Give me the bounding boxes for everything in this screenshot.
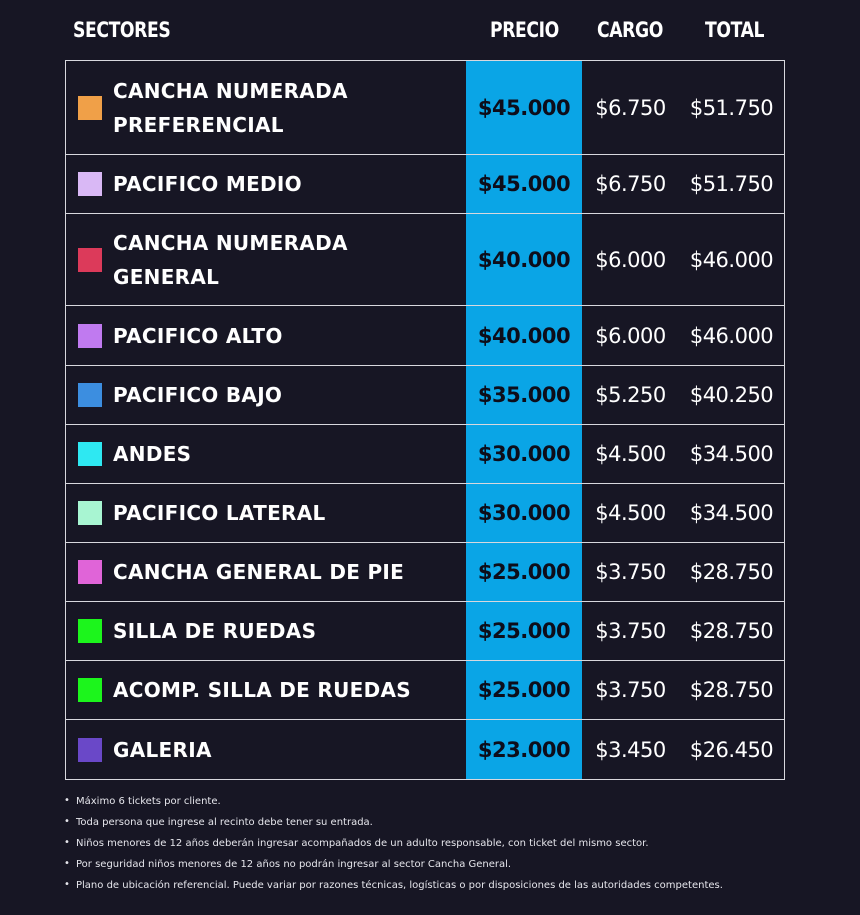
sector-name — [113, 614, 413, 648]
sector-name — [113, 555, 413, 589]
table-row — [66, 484, 784, 543]
sector-name-line1: ACOMP. SILLA DE RUEDAS — [113, 678, 411, 702]
header-precio: PRECIO — [490, 18, 559, 42]
table-row — [66, 425, 784, 484]
sector-name-line1: PACIFICO ALTO — [113, 323, 283, 348]
total-cell: $40.250 — [689, 383, 774, 407]
table-row — [66, 61, 784, 155]
sector-name-line1: GALERIA — [113, 737, 212, 762]
cargo-cell: $3.750 — [595, 619, 666, 643]
precio-cell: $25.000 — [477, 560, 571, 584]
cargo-cell: $4.500 — [595, 501, 666, 525]
precio-cell: $40.000 — [477, 323, 571, 348]
precio-cell: $40.000 — [477, 247, 571, 272]
cargo-cell: $6.000 — [595, 247, 666, 272]
cargo-cell: $6.750 — [595, 172, 666, 196]
header-sectores: SECTORES — [73, 18, 171, 42]
bullet-icon: • — [64, 795, 70, 806]
sector-color-swatch — [78, 619, 102, 643]
bullet-icon: • — [64, 879, 70, 890]
sector-cell — [66, 484, 466, 542]
sector-color-swatch — [78, 96, 102, 120]
header-cargo: CARGO — [597, 18, 663, 42]
sector-name-line1: CANCHA GENERAL DE PIE — [113, 560, 405, 584]
sector-color-swatch — [78, 678, 102, 702]
sector-cell — [66, 425, 466, 483]
precio-cell: $45.000 — [477, 95, 571, 120]
table-row — [66, 366, 784, 425]
sector-name — [113, 319, 413, 353]
sector-color-swatch — [78, 738, 102, 762]
sector-color-swatch — [78, 501, 102, 525]
sector-name — [113, 437, 413, 471]
sector-name — [113, 378, 413, 412]
precio-cell: $35.000 — [477, 383, 571, 407]
sector-name — [113, 226, 413, 294]
precio-cell: $25.000 — [477, 619, 571, 643]
sector-name-line1: PACIFICO BAJO — [113, 383, 283, 407]
note-item — [64, 879, 723, 900]
sector-cell — [66, 661, 466, 719]
total-cell: $34.500 — [689, 442, 774, 466]
sector-name — [113, 733, 413, 767]
total-cell: $51.750 — [689, 172, 774, 196]
precio-cell: $30.000 — [477, 501, 571, 525]
sector-name — [113, 74, 413, 142]
notes-list — [64, 795, 723, 900]
note-text: Por seguridad niños menores de 12 años no podrán ingresar al sector Cancha General. — [76, 859, 512, 870]
sector-name — [113, 673, 413, 707]
bullet-icon: • — [64, 858, 70, 869]
cargo-cell: $6.000 — [595, 323, 666, 348]
sector-cell — [66, 366, 466, 424]
table-row — [66, 306, 784, 366]
sector-name — [113, 496, 413, 530]
cargo-cell: $5.250 — [595, 383, 666, 407]
total-cell: $26.450 — [689, 737, 774, 762]
precio-cell: $23.000 — [477, 737, 571, 762]
sector-name-line1: CANCHA NUMERADA — [113, 230, 348, 255]
header-total: TOTAL — [705, 18, 765, 42]
sector-cell — [66, 602, 466, 660]
table-row — [66, 661, 784, 720]
note-text: Toda persona que ingrese al recinto debe tener su entrada. — [76, 817, 373, 828]
table-row — [66, 214, 784, 306]
sector-cell — [66, 155, 466, 213]
sector-name-line2: PREFERENCIAL — [113, 112, 284, 137]
note-text: Máximo 6 tickets por cliente. — [76, 796, 221, 807]
price-table — [65, 60, 785, 780]
note-item — [64, 837, 723, 858]
sector-name-line1: PACIFICO MEDIO — [113, 172, 302, 196]
sector-name-line1: PACIFICO LATERAL — [113, 501, 326, 525]
sector-color-swatch — [78, 560, 102, 584]
total-cell: $46.000 — [689, 323, 774, 348]
total-cell: $34.500 — [689, 501, 774, 525]
total-cell: $28.750 — [689, 619, 774, 643]
precio-cell: $30.000 — [477, 442, 571, 466]
sector-color-swatch — [78, 324, 102, 348]
table-row — [66, 602, 784, 661]
note-text: Niños menores de 12 años deberán ingresar acompañados de un adulto responsable, con ticket del mismo sector. — [76, 838, 649, 849]
sector-color-swatch — [78, 383, 102, 407]
note-item — [64, 816, 723, 837]
cargo-cell: $3.750 — [595, 560, 666, 584]
note-item — [64, 858, 723, 879]
table-row — [66, 543, 784, 602]
cargo-cell: $3.750 — [595, 678, 666, 702]
cargo-cell: $3.450 — [595, 737, 666, 762]
note-text: Plano de ubicación referencial. Puede variar por razones técnicas, logísticas o por disposiciones de las autoridades competentes. — [76, 880, 723, 891]
sector-cell — [66, 61, 466, 154]
cargo-cell: $4.500 — [595, 442, 666, 466]
table-row — [66, 155, 784, 214]
total-cell: $28.750 — [689, 678, 774, 702]
note-item — [64, 795, 723, 816]
total-cell: $51.750 — [689, 95, 774, 120]
sector-cell — [66, 306, 466, 365]
precio-cell: $45.000 — [477, 172, 571, 196]
sector-name — [113, 167, 413, 201]
precio-cell: $25.000 — [477, 678, 571, 702]
sector-cell — [66, 543, 466, 601]
total-cell: $28.750 — [689, 560, 774, 584]
sector-name-line2: GENERAL — [113, 264, 220, 289]
sector-color-swatch — [78, 172, 102, 196]
total-cell: $46.000 — [689, 247, 774, 272]
table-row — [66, 720, 784, 779]
sector-name-line1: ANDES — [113, 442, 192, 466]
bullet-icon: • — [64, 837, 70, 848]
sector-color-swatch — [78, 442, 102, 466]
sector-name-line1: CANCHA NUMERADA — [113, 78, 348, 103]
cargo-cell: $6.750 — [595, 95, 666, 120]
sector-name-line1: SILLA DE RUEDAS — [113, 619, 317, 643]
bullet-icon: • — [64, 816, 70, 827]
sector-cell — [66, 214, 466, 305]
table-header — [0, 18, 860, 52]
sector-cell — [66, 720, 466, 779]
sector-color-swatch — [78, 248, 102, 272]
